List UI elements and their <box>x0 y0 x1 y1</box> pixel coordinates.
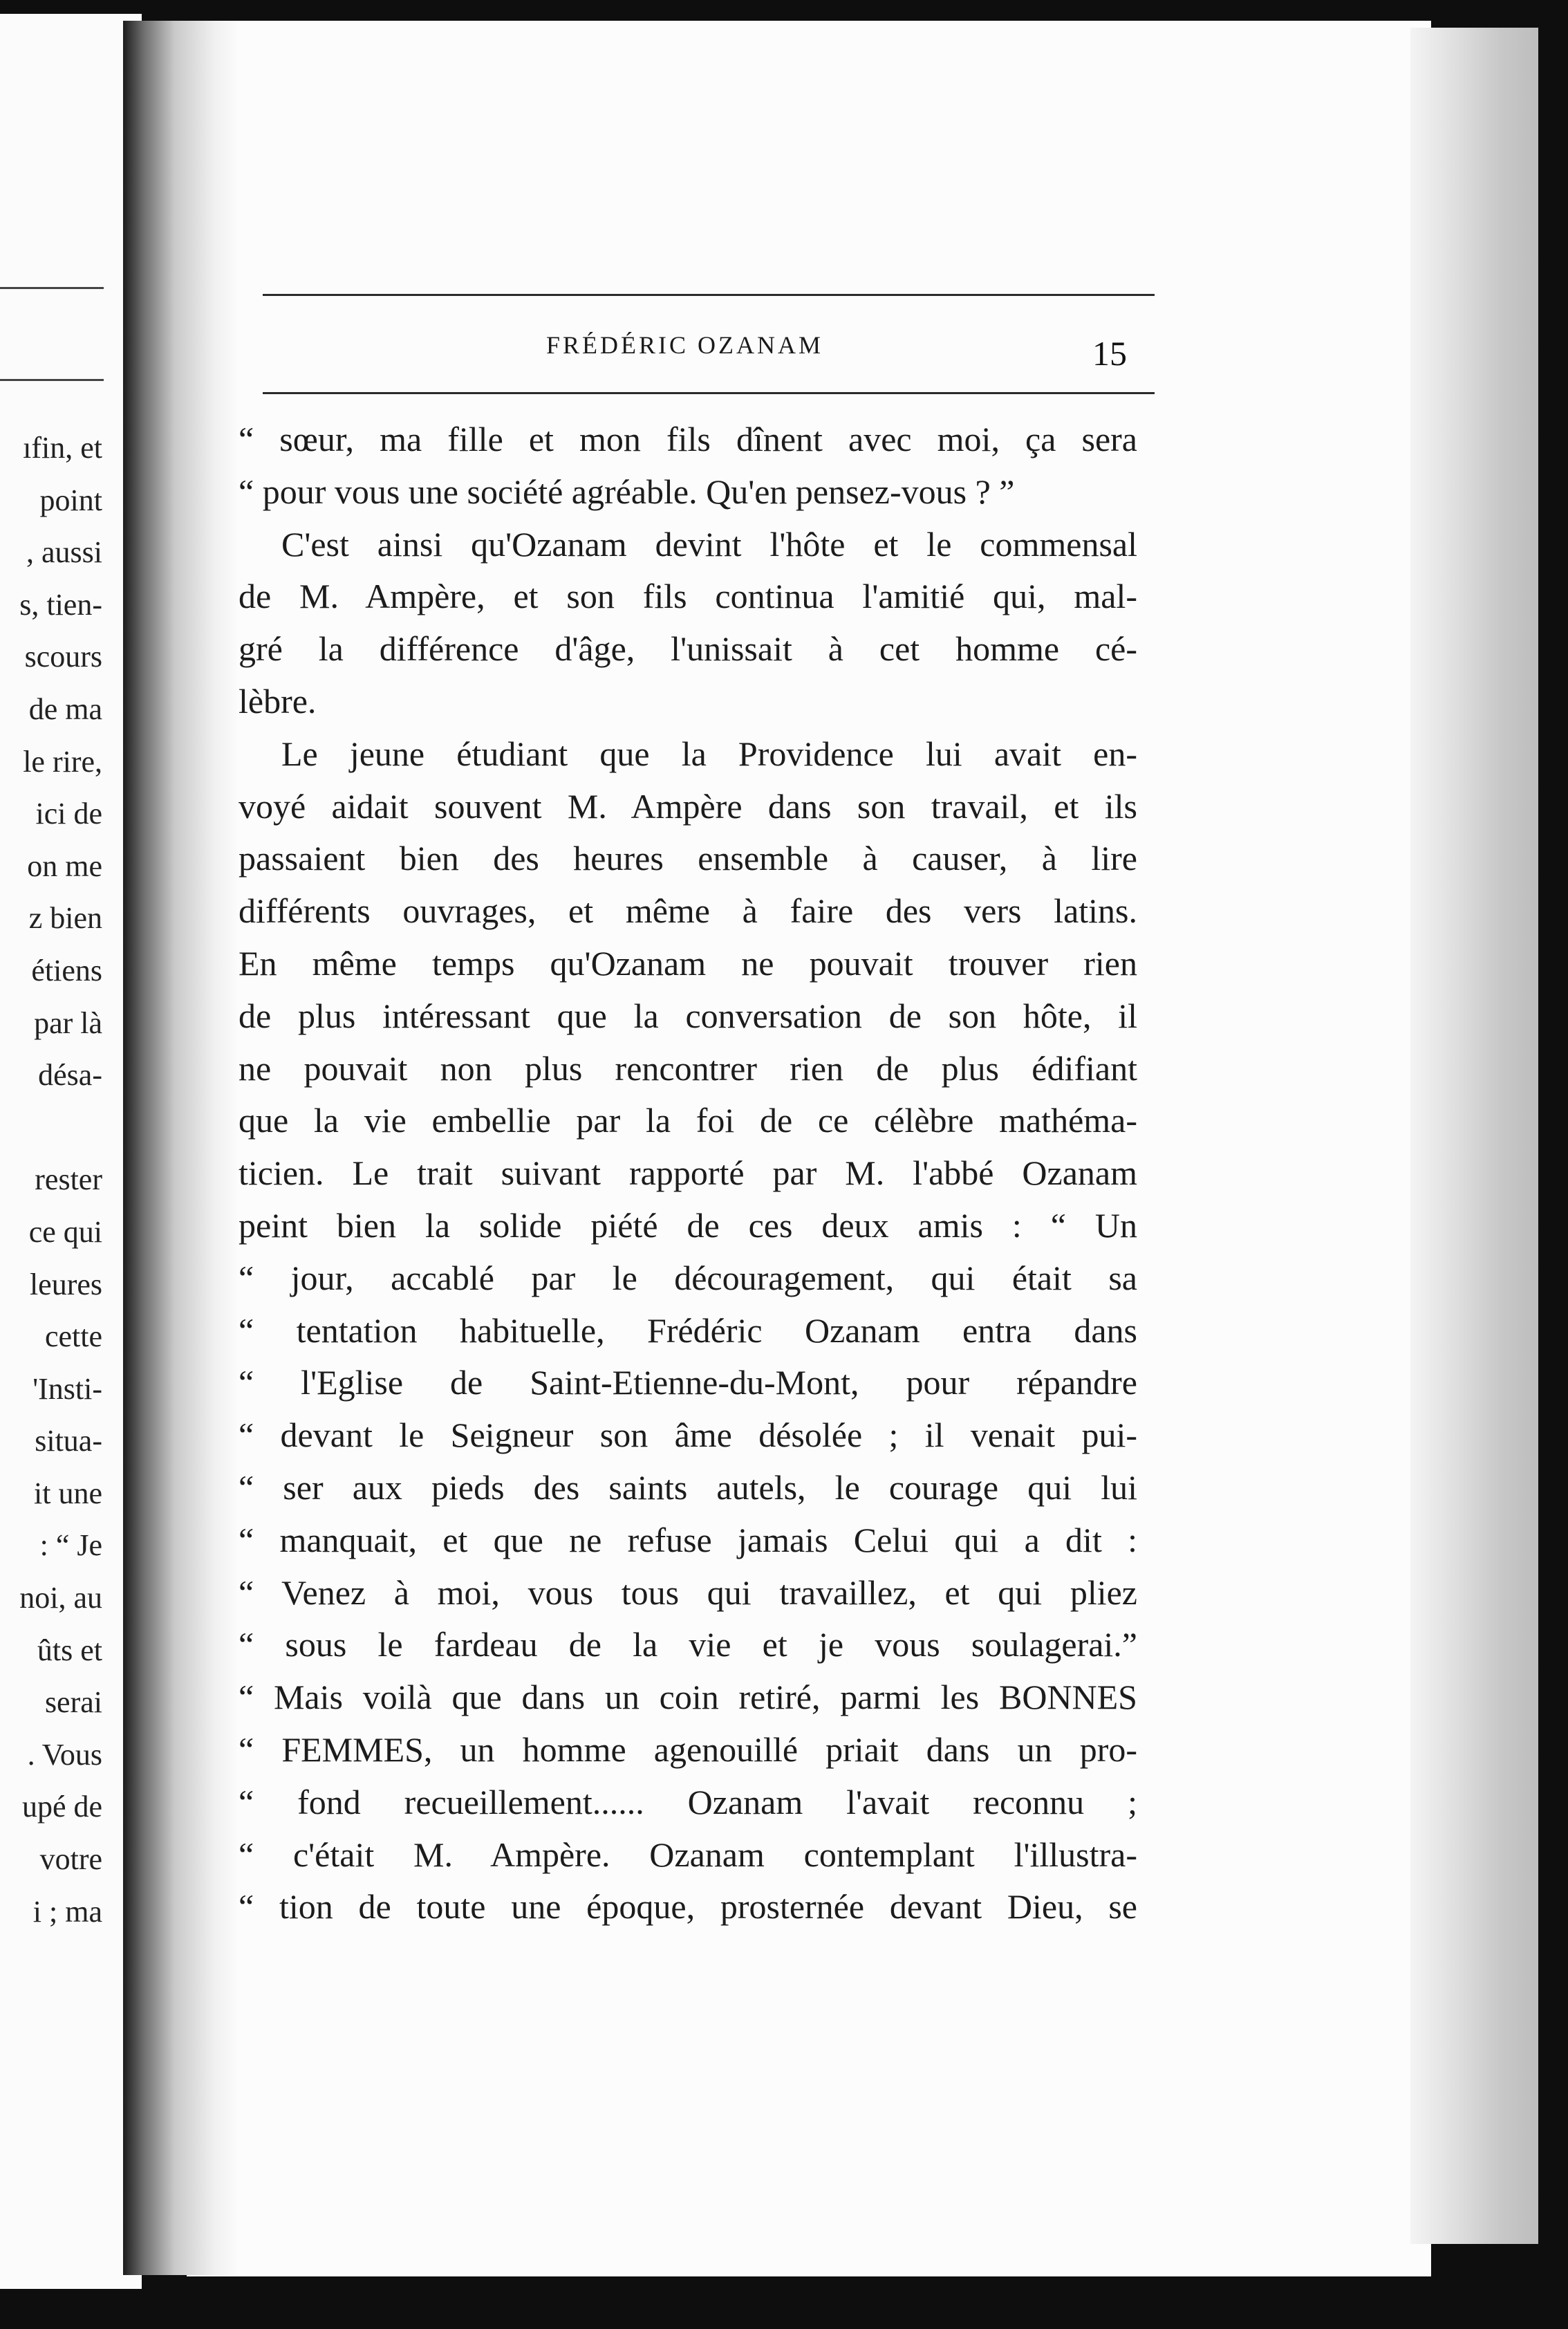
previous-page-line: situa- <box>35 1424 102 1458</box>
previous-page-line: serai <box>44 1685 102 1720</box>
book-gutter-shadow <box>123 21 237 2275</box>
previous-page <box>0 14 142 2289</box>
text-line: “ tion de toute une époque, prosternée devant Dieu, se <box>239 1887 1137 1927</box>
previous-page-line: scours <box>24 640 102 674</box>
text-line: “ pour vous une société agréable. Qu'en pensez-vous ? ” <box>239 472 1015 511</box>
text-line: “ devant le Seigneur son âme désolée ; il venait pui- <box>239 1416 1137 1455</box>
previous-page-line: ûts et <box>37 1633 102 1667</box>
text-line: de M. Ampère, et son fils continua l'amitié qui, mal- <box>239 577 1137 616</box>
previous-page-line: étiens <box>31 953 102 987</box>
previous-page-line: . Vous <box>27 1737 102 1772</box>
text-line: “ sœur, ma fille et mon fils dînent avec moi, ça sera <box>239 420 1137 458</box>
previous-page-line: de ma <box>28 692 102 726</box>
text-line: “ Mais voilà que dans un coin retiré, parmi les BONNES <box>239 1678 1137 1717</box>
previous-page-blank-line <box>0 1102 102 1154</box>
previous-page-line: it une <box>34 1476 102 1510</box>
text-line: “ fond recueillement...... Ozanam l'avait reconnu ; <box>239 1782 1137 1821</box>
text-line: “ c'était M. Ampère. Ozanam contemplant l'illustra- <box>239 1835 1137 1874</box>
page-edges <box>1410 28 1538 2244</box>
text-line: que la vie embellie par la foi de ce célèbre mathéma- <box>239 1101 1137 1140</box>
previous-page-line: ıfin, et <box>23 431 102 465</box>
text-line: lèbre. <box>239 681 317 721</box>
text-line: “ manquait, et que ne refuse jamais Celui qui a dit : <box>239 1520 1137 1559</box>
header-bottom-rule <box>263 392 1155 394</box>
previous-page-line: noi, au <box>19 1581 102 1615</box>
previous-page-line: désa- <box>38 1058 102 1093</box>
previous-page-line: i ; ma <box>32 1894 102 1929</box>
previous-page-text <box>0 422 102 1938</box>
previous-page-line: : “ Je <box>39 1528 102 1563</box>
header-top-rule <box>263 294 1155 296</box>
text-line: “ ser aux pieds des saints autels, le courage qui lui <box>239 1467 1137 1507</box>
previous-page-line: on me <box>27 848 102 883</box>
page-number: 15 <box>1092 334 1127 373</box>
previous-page-header-rule <box>0 379 104 381</box>
text-line: voyé aidait souvent M. Ampère dans son travail, et ils <box>239 786 1137 826</box>
text-line: En même temps qu'Ozanam ne pouvait trouver rien <box>239 943 1137 983</box>
text-line: peint bien la solide piété de ces deux amis : “ Un <box>239 1205 1137 1245</box>
text-line: de plus intéressant que la conversation de son hôte, il <box>239 996 1137 1035</box>
text-line: “ sous le fardeau de la vie et je vous soulagerai.” <box>239 1625 1137 1664</box>
text-line: “ l'Eglise de Saint-Etienne-du-Mont, pour répandre <box>239 1363 1137 1402</box>
previous-page-line: 'Insti- <box>32 1371 102 1406</box>
page-body-text <box>239 414 1137 1933</box>
text-line: différents ouvrages, et même à faire des vers latins. <box>239 891 1137 931</box>
previous-page-line: cette <box>44 1319 102 1354</box>
previous-page-line: z bien <box>28 901 102 936</box>
previous-page-line: , aussi <box>26 535 102 570</box>
running-title: FRÉDÉRIC OZANAM <box>546 331 824 359</box>
previous-page-line: leures <box>29 1267 102 1301</box>
text-line: ticien. Le trait suivant rapporté par M. l'abbé Ozanam <box>239 1153 1137 1193</box>
previous-page-line: par là <box>34 1005 102 1040</box>
previous-page-line: ici de <box>35 797 102 831</box>
previous-page-line: ce qui <box>28 1214 102 1249</box>
text-line: “ jour, accablé par le découragement, qui était sa <box>239 1258 1137 1297</box>
paragraph-first-line: Le jeune étudiant que la Providence lui avait en- <box>281 734 1137 773</box>
previous-page-line: rester <box>35 1162 102 1197</box>
previous-page-line: votre <box>39 1842 102 1877</box>
text-line: ne pouvait non plus rencontrer rien de plus édifiant <box>239 1048 1137 1088</box>
previous-page-line: le rire, <box>23 744 102 779</box>
text-line: “ FEMMES, un homme agenouillé priait dans un pro- <box>239 1729 1137 1769</box>
text-line: passaient bien des heures ensemble à causer, à lire <box>239 839 1137 878</box>
text-line: gré la différence d'âge, l'unissait à cet homme cé- <box>239 629 1137 669</box>
text-line: “ tentation habituelle, Frédéric Ozanam entra dans <box>239 1310 1137 1350</box>
text-line: “ Venez à moi, vous tous qui travaillez, et qui pliez <box>239 1572 1137 1612</box>
previous-page-header-rule <box>0 287 104 289</box>
previous-page-line: upé de <box>21 1790 102 1824</box>
previous-page-line: s, tien- <box>19 587 102 622</box>
paragraph-first-line: C'est ainsi qu'Ozanam devint l'hôte et le commensal <box>281 524 1137 564</box>
previous-page-line: point <box>39 483 102 517</box>
